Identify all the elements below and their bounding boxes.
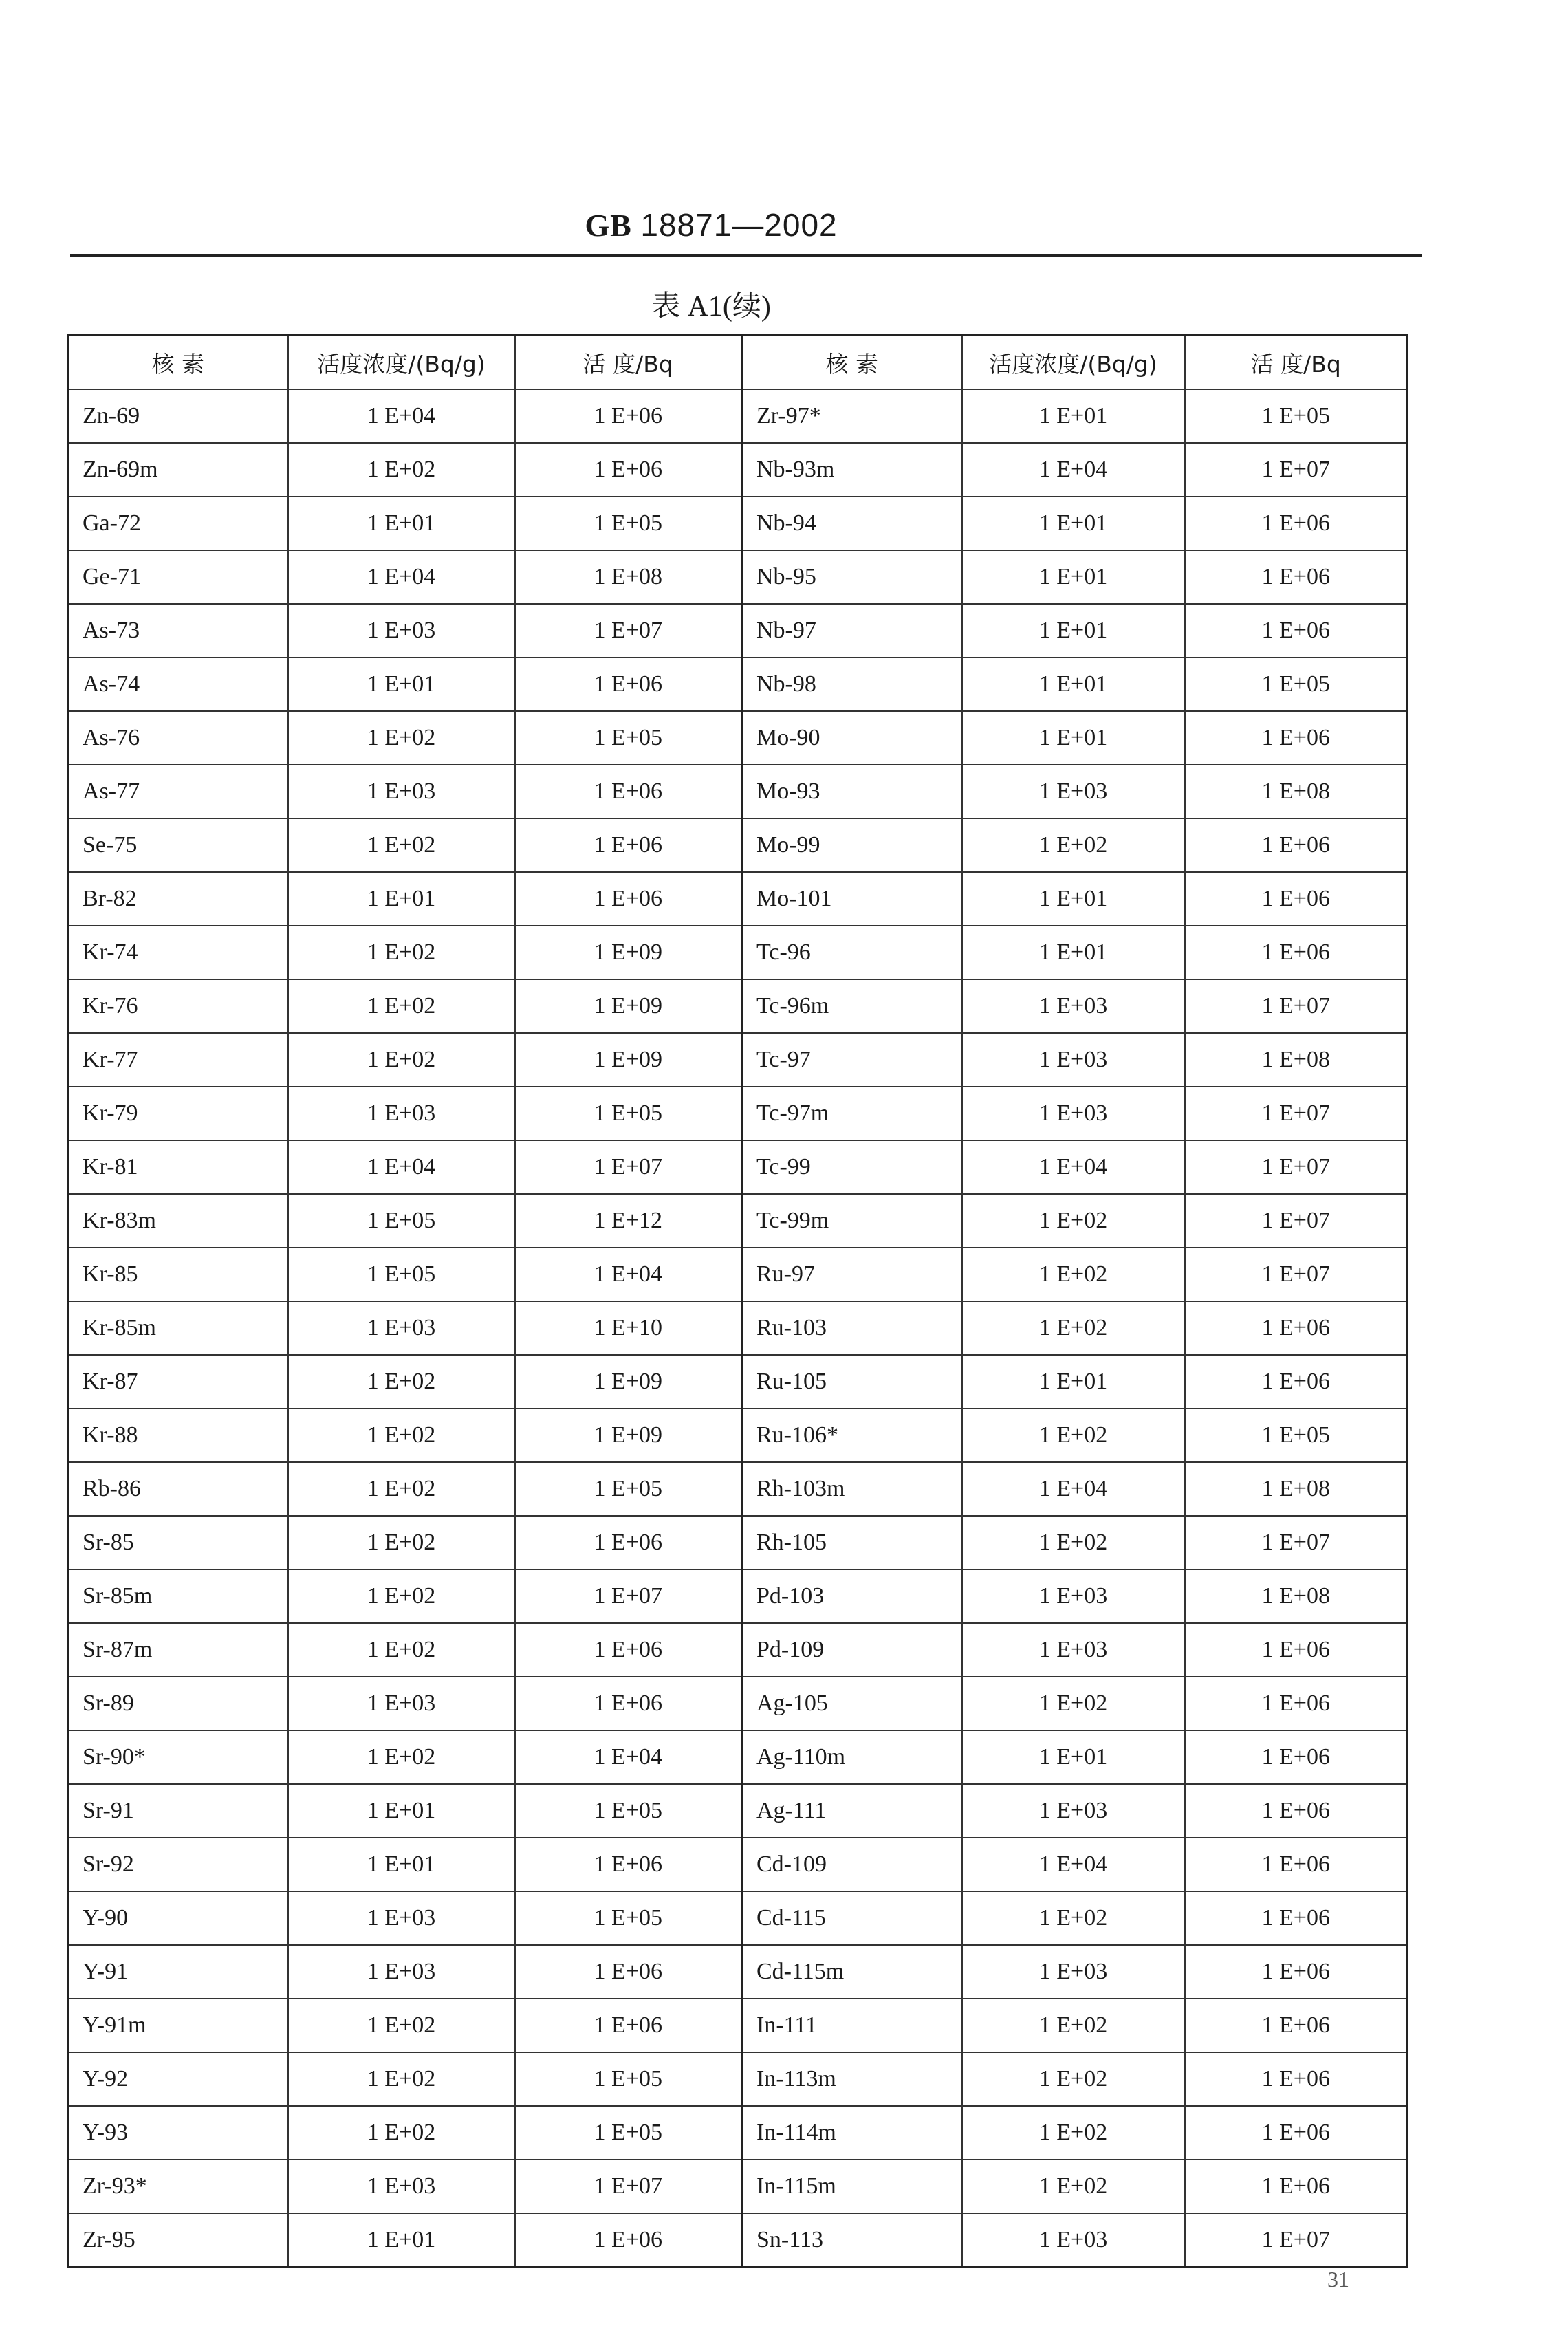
activity-cell: 1 E+07 [1185,2213,1408,2268]
activity-concentration-cell: 1 E+01 [962,550,1185,604]
table-row [68,1248,742,1301]
activity-concentration-cell: 1 E+02 [288,2052,515,2106]
nuclide-cell: As-77 [68,765,288,818]
table-row [68,2160,742,2213]
activity-concentration-cell: 1 E+02 [288,818,515,872]
nuclide-cell: Ag-111 [742,1784,962,1838]
table-row [68,1355,742,1409]
activity-cell: 1 E+06 [1185,1730,1408,1784]
table-row [742,979,1408,1033]
activity-cell: 1 E+09 [515,1355,742,1409]
page-number: 31 [1327,2267,1349,2292]
table-row [68,1891,742,1945]
activity-cell: 1 E+08 [1185,1033,1408,1087]
table-row [742,2160,1408,2213]
nuclide-cell: Ru-106* [742,1409,962,1462]
nuclide-cell: Kr-83m [68,1194,288,1248]
table-row [68,497,742,550]
table-row [68,1516,742,1569]
activity-concentration-cell: 1 E+02 [288,443,515,497]
table-row [742,389,1408,443]
activity-cell: 1 E+12 [515,1194,742,1248]
table-row [742,1569,1408,1623]
nuclide-cell: Sn-113 [742,2213,962,2268]
activity-concentration-cell: 1 E+01 [288,497,515,550]
activity-cell: 1 E+06 [515,1623,742,1677]
table-row [68,1730,742,1784]
activity-cell: 1 E+06 [1185,550,1408,604]
nuclide-cell: Sr-92 [68,1838,288,1891]
nuclide-cell: Se-75 [68,818,288,872]
activity-cell: 1 E+09 [515,1033,742,1087]
nuclide-cell: Mo-99 [742,818,962,872]
activity-concentration-cell: 1 E+03 [962,1623,1185,1677]
activity-cell: 1 E+08 [1185,765,1408,818]
activity-cell: 1 E+06 [1185,1677,1408,1730]
header-nuclide: 核 素 [742,336,962,390]
nuclide-cell: Tc-99m [742,1194,962,1248]
activity-cell: 1 E+05 [515,1784,742,1838]
nuclide-cell: Kr-81 [68,1140,288,1194]
nuclide-cell: Nb-94 [742,497,962,550]
table-row [742,711,1408,765]
nuclide-cell: As-73 [68,604,288,657]
activity-cell: 1 E+09 [515,926,742,979]
activity-concentration-cell: 1 E+01 [962,872,1185,926]
table-row [742,1945,1408,1999]
nuclide-cell: Zn-69 [68,389,288,443]
table-row [68,1087,742,1140]
activity-concentration-cell: 1 E+04 [288,550,515,604]
nuclide-cell: Y-91m [68,1999,288,2052]
table-row [742,1999,1408,2052]
activity-cell: 1 E+09 [515,1409,742,1462]
activity-concentration-cell: 1 E+03 [288,765,515,818]
activity-cell: 1 E+07 [1185,979,1408,1033]
activity-cell: 1 E+06 [1185,711,1408,765]
nuclide-cell: Zr-97* [742,389,962,443]
activity-cell: 1 E+04 [515,1730,742,1784]
activity-cell: 1 E+06 [515,443,742,497]
nuclide-cell: Sr-85 [68,1516,288,1569]
activity-cell: 1 E+06 [1185,1623,1408,1677]
nuclide-cell: Kr-76 [68,979,288,1033]
activity-concentration-cell: 1 E+02 [962,1516,1185,1569]
nuclide-cell: Ga-72 [68,497,288,550]
nuclide-cell: Mo-101 [742,872,962,926]
table-row [68,979,742,1033]
activity-cell: 1 E+07 [1185,1248,1408,1301]
nuclide-cell: Kr-88 [68,1409,288,1462]
activity-concentration-cell: 1 E+03 [288,1891,515,1945]
nuclide-cell: Kr-85 [68,1248,288,1301]
activity-cell: 1 E+06 [1185,604,1408,657]
activity-concentration-cell: 1 E+02 [962,818,1185,872]
table-header-row [742,336,1408,390]
activity-cell: 1 E+05 [515,2052,742,2106]
nuclide-cell: Kr-79 [68,1087,288,1140]
table-row [68,2106,742,2160]
table-row [742,1248,1408,1301]
table-row [742,2106,1408,2160]
activity-concentration-cell: 1 E+01 [962,1730,1185,1784]
activity-cell: 1 E+06 [515,657,742,711]
nuclide-cell: Tc-96m [742,979,962,1033]
activity-concentration-cell: 1 E+01 [288,1838,515,1891]
table-row [68,1409,742,1462]
table-row [742,1677,1408,1730]
table-row [68,1784,742,1838]
nuclide-cell: In-115m [742,2160,962,2213]
activity-concentration-cell: 1 E+05 [288,1248,515,1301]
nuclide-cell: Ag-110m [742,1730,962,1784]
table-row [742,1087,1408,1140]
table-row [742,497,1408,550]
activity-concentration-cell: 1 E+01 [288,2213,515,2268]
activity-cell: 1 E+06 [515,872,742,926]
table-row [68,1194,742,1248]
activity-cell: 1 E+06 [1185,1999,1408,2052]
nuclide-cell: Pd-103 [742,1569,962,1623]
activity-cell: 1 E+06 [515,818,742,872]
header-activity-concentration: 活度浓度/(Bq/g) [288,336,515,390]
table-row [742,1784,1408,1838]
activity-cell: 1 E+06 [1185,2160,1408,2213]
nuclide-cell: Zr-93* [68,2160,288,2213]
nuclide-cell: In-114m [742,2106,962,2160]
table-row [68,443,742,497]
nuclide-cell: Nb-98 [742,657,962,711]
activity-concentration-cell: 1 E+03 [962,1569,1185,1623]
activity-cell: 1 E+06 [1185,872,1408,926]
activity-concentration-cell: 1 E+03 [288,2160,515,2213]
activity-cell: 1 E+06 [515,765,742,818]
nuclide-cell: Ru-105 [742,1355,962,1409]
nuclide-cell: Sr-85m [68,1569,288,1623]
nuclide-cell: Tc-99 [742,1140,962,1194]
activity-concentration-cell: 1 E+01 [962,657,1185,711]
activity-cell: 1 E+06 [1185,2106,1408,2160]
activity-concentration-cell: 1 E+05 [288,1194,515,1248]
activity-concentration-cell: 1 E+03 [962,2213,1185,2268]
activity-cell: 1 E+05 [1185,657,1408,711]
activity-cell: 1 E+06 [515,1838,742,1891]
nuclide-cell: Ru-103 [742,1301,962,1355]
table-row [742,872,1408,926]
activity-concentration-cell: 1 E+03 [962,979,1185,1033]
activity-concentration-cell: 1 E+03 [288,604,515,657]
activity-concentration-cell: 1 E+03 [962,1945,1185,1999]
header-nuclide: 核 素 [68,336,288,390]
activity-concentration-cell: 1 E+02 [288,1569,515,1623]
activity-concentration-cell: 1 E+02 [962,1677,1185,1730]
table-row [68,604,742,657]
nuclide-cell: As-76 [68,711,288,765]
activity-concentration-cell: 1 E+02 [288,1462,515,1516]
table-row [68,926,742,979]
activity-cell: 1 E+06 [1185,2052,1408,2106]
table-row [68,2052,742,2106]
activity-cell: 1 E+06 [1185,926,1408,979]
table-row [68,1677,742,1730]
activity-cell: 1 E+05 [515,711,742,765]
table-row [68,1033,742,1087]
activity-cell: 1 E+05 [515,1087,742,1140]
nuclide-cell: Nb-93m [742,443,962,497]
nuclide-cell: Sr-89 [68,1677,288,1730]
table-row [742,1462,1408,1516]
activity-cell: 1 E+09 [515,979,742,1033]
activity-concentration-cell: 1 E+03 [962,1087,1185,1140]
activity-concentration-cell: 1 E+02 [288,1516,515,1569]
activity-concentration-cell: 1 E+02 [288,711,515,765]
activity-cell: 1 E+07 [515,1140,742,1194]
table-row [742,1033,1408,1087]
activity-cell: 1 E+06 [1185,497,1408,550]
activity-concentration-cell: 1 E+02 [288,1999,515,2052]
nuclide-cell: Nb-95 [742,550,962,604]
activity-cell: 1 E+06 [1185,1784,1408,1838]
activity-concentration-cell: 1 E+03 [962,765,1185,818]
header-activity-concentration: 活度浓度/(Bq/g) [962,336,1185,390]
header-activity: 活 度/Bq [1185,336,1408,390]
activity-concentration-cell: 1 E+01 [962,497,1185,550]
nuclide-cell: Ag-105 [742,1677,962,1730]
nuclide-cell: Mo-90 [742,711,962,765]
activity-cell: 1 E+06 [515,1516,742,1569]
activity-cell: 1 E+05 [1185,1409,1408,1462]
activity-concentration-cell: 1 E+03 [288,1677,515,1730]
header-rule [70,254,1422,257]
activity-concentration-cell: 1 E+02 [288,1355,515,1409]
table-row [742,604,1408,657]
activity-cell: 1 E+06 [1185,1355,1408,1409]
activity-concentration-cell: 1 E+04 [288,1140,515,1194]
header-activity: 活 度/Bq [515,336,742,390]
nuclide-cell: In-111 [742,1999,962,2052]
table-row [68,1569,742,1623]
table-row [68,389,742,443]
table-row [68,1945,742,1999]
activity-concentration-cell: 1 E+02 [962,1248,1185,1301]
table-row [68,872,742,926]
table-row [742,1194,1408,1248]
activity-cell: 1 E+07 [515,2160,742,2213]
table-caption: 表 A1(续) [651,291,771,323]
table-row [742,2213,1408,2268]
activity-cell: 1 E+10 [515,1301,742,1355]
activity-cell: 1 E+06 [515,1945,742,1999]
activity-concentration-cell: 1 E+02 [962,1999,1185,2052]
activity-concentration-cell: 1 E+04 [962,1140,1185,1194]
nuclide-cell: Y-90 [68,1891,288,1945]
activity-cell: 1 E+06 [1185,818,1408,872]
nuclide-cell: Kr-85m [68,1301,288,1355]
standard-prefix: GB [585,208,632,243]
table-row [742,1891,1408,1945]
nuclide-cell: Kr-87 [68,1355,288,1409]
activity-cell: 1 E+05 [1185,389,1408,443]
table-row [68,2213,742,2268]
nuclide-cell: Zr-95 [68,2213,288,2268]
nuclide-cell: Y-92 [68,2052,288,2106]
activity-concentration-cell: 1 E+01 [962,711,1185,765]
activity-concentration-cell: 1 E+02 [962,1301,1185,1355]
table-row [742,1623,1408,1677]
activity-cell: 1 E+08 [1185,1569,1408,1623]
activity-concentration-cell: 1 E+04 [962,443,1185,497]
table-row [742,926,1408,979]
table-row [68,1838,742,1891]
nuclide-table-right [741,334,1408,2268]
activity-concentration-cell: 1 E+03 [288,1301,515,1355]
activity-concentration-cell: 1 E+02 [962,2106,1185,2160]
table-row [68,818,742,872]
activity-concentration-cell: 1 E+03 [962,1784,1185,1838]
activity-concentration-cell: 1 E+02 [288,2106,515,2160]
table-row [68,1140,742,1194]
activity-concentration-cell: 1 E+02 [288,1623,515,1677]
table-row [68,1623,742,1677]
activity-cell: 1 E+06 [1185,1838,1408,1891]
activity-concentration-cell: 1 E+01 [288,872,515,926]
activity-cell: 1 E+08 [515,550,742,604]
activity-concentration-cell: 1 E+02 [962,1409,1185,1462]
table-row [742,657,1408,711]
table-row [742,765,1408,818]
nuclide-cell: Zn-69m [68,443,288,497]
activity-cell: 1 E+08 [1185,1462,1408,1516]
activity-concentration-cell: 1 E+01 [962,389,1185,443]
activity-concentration-cell: 1 E+02 [288,1730,515,1784]
activity-concentration-cell: 1 E+03 [962,1033,1185,1087]
table-row [742,1730,1408,1784]
nuclide-cell: Kr-74 [68,926,288,979]
nuclide-table-left [67,334,743,2268]
nuclide-cell: In-113m [742,2052,962,2106]
table-row [742,1355,1408,1409]
activity-concentration-cell: 1 E+03 [288,1087,515,1140]
nuclide-cell: Cd-115 [742,1891,962,1945]
activity-concentration-cell: 1 E+02 [962,2052,1185,2106]
table-row [68,657,742,711]
nuclide-cell: Cd-115m [742,1945,962,1999]
activity-cell: 1 E+06 [515,1999,742,2052]
table-row [68,765,742,818]
nuclide-cell: Nb-97 [742,604,962,657]
table-row [68,550,742,604]
nuclide-cell: Br-82 [68,872,288,926]
activity-concentration-cell: 1 E+04 [962,1838,1185,1891]
nuclide-cell: Sr-87m [68,1623,288,1677]
table-row [742,443,1408,497]
activity-concentration-cell: 1 E+01 [962,604,1185,657]
standard-number: 18871—2002 [640,207,838,243]
nuclide-cell: Kr-77 [68,1033,288,1087]
activity-concentration-cell: 1 E+01 [288,657,515,711]
nuclide-cell: Y-91 [68,1945,288,1999]
nuclide-cell: Sr-91 [68,1784,288,1838]
activity-concentration-cell: 1 E+04 [962,1462,1185,1516]
activity-cell: 1 E+06 [1185,1945,1408,1999]
table-row [742,2052,1408,2106]
activity-cell: 1 E+05 [515,2106,742,2160]
activity-concentration-cell: 1 E+01 [962,1355,1185,1409]
activity-concentration-cell: 1 E+02 [288,1033,515,1087]
activity-cell: 1 E+07 [515,1569,742,1623]
nuclide-cell: As-74 [68,657,288,711]
activity-concentration-cell: 1 E+01 [962,926,1185,979]
nuclide-cell: Rb-86 [68,1462,288,1516]
activity-cell: 1 E+07 [1185,443,1408,497]
activity-cell: 1 E+04 [515,1248,742,1301]
nuclide-cell: Tc-97 [742,1033,962,1087]
nuclide-cell: Pd-109 [742,1623,962,1677]
document-header [0,206,1422,243]
activity-concentration-cell: 1 E+02 [288,926,515,979]
table-row [742,1838,1408,1891]
activity-cell: 1 E+05 [515,497,742,550]
activity-cell: 1 E+07 [1185,1516,1408,1569]
nuclide-cell: Ru-97 [742,1248,962,1301]
activity-cell: 1 E+07 [515,604,742,657]
activity-concentration-cell: 1 E+02 [962,1891,1185,1945]
table-row [742,1516,1408,1569]
table-row [68,1999,742,2052]
activity-cell: 1 E+06 [515,1677,742,1730]
activity-concentration-cell: 1 E+02 [288,979,515,1033]
table-row [68,1462,742,1516]
activity-concentration-cell: 1 E+02 [962,1194,1185,1248]
nuclide-cell: Sr-90* [68,1730,288,1784]
activity-cell: 1 E+07 [1185,1194,1408,1248]
activity-cell: 1 E+06 [515,389,742,443]
table-row [742,550,1408,604]
nuclide-cell: Rh-103m [742,1462,962,1516]
activity-cell: 1 E+05 [515,1891,742,1945]
activity-concentration-cell: 1 E+02 [962,2160,1185,2213]
table-row [68,711,742,765]
table-row [742,1140,1408,1194]
nuclide-cell: Tc-96 [742,926,962,979]
activity-concentration-cell: 1 E+03 [288,1945,515,1999]
table-row [742,818,1408,872]
activity-cell: 1 E+06 [515,2213,742,2268]
table-row [68,1301,742,1355]
activity-concentration-cell: 1 E+02 [288,1409,515,1462]
nuclide-cell: Cd-109 [742,1838,962,1891]
nuclide-cell: Rh-105 [742,1516,962,1569]
activity-cell: 1 E+06 [1185,1891,1408,1945]
nuclide-cell: Tc-97m [742,1087,962,1140]
activity-cell: 1 E+07 [1185,1140,1408,1194]
table-header-row [68,336,742,390]
nuclide-cell: Ge-71 [68,550,288,604]
table-row [742,1301,1408,1355]
activity-cell: 1 E+07 [1185,1087,1408,1140]
activity-cell: 1 E+06 [1185,1301,1408,1355]
activity-concentration-cell: 1 E+01 [288,1784,515,1838]
nuclide-cell: Y-93 [68,2106,288,2160]
table-row [742,1409,1408,1462]
activity-cell: 1 E+05 [515,1462,742,1516]
activity-concentration-cell: 1 E+04 [288,389,515,443]
nuclide-cell: Mo-93 [742,765,962,818]
